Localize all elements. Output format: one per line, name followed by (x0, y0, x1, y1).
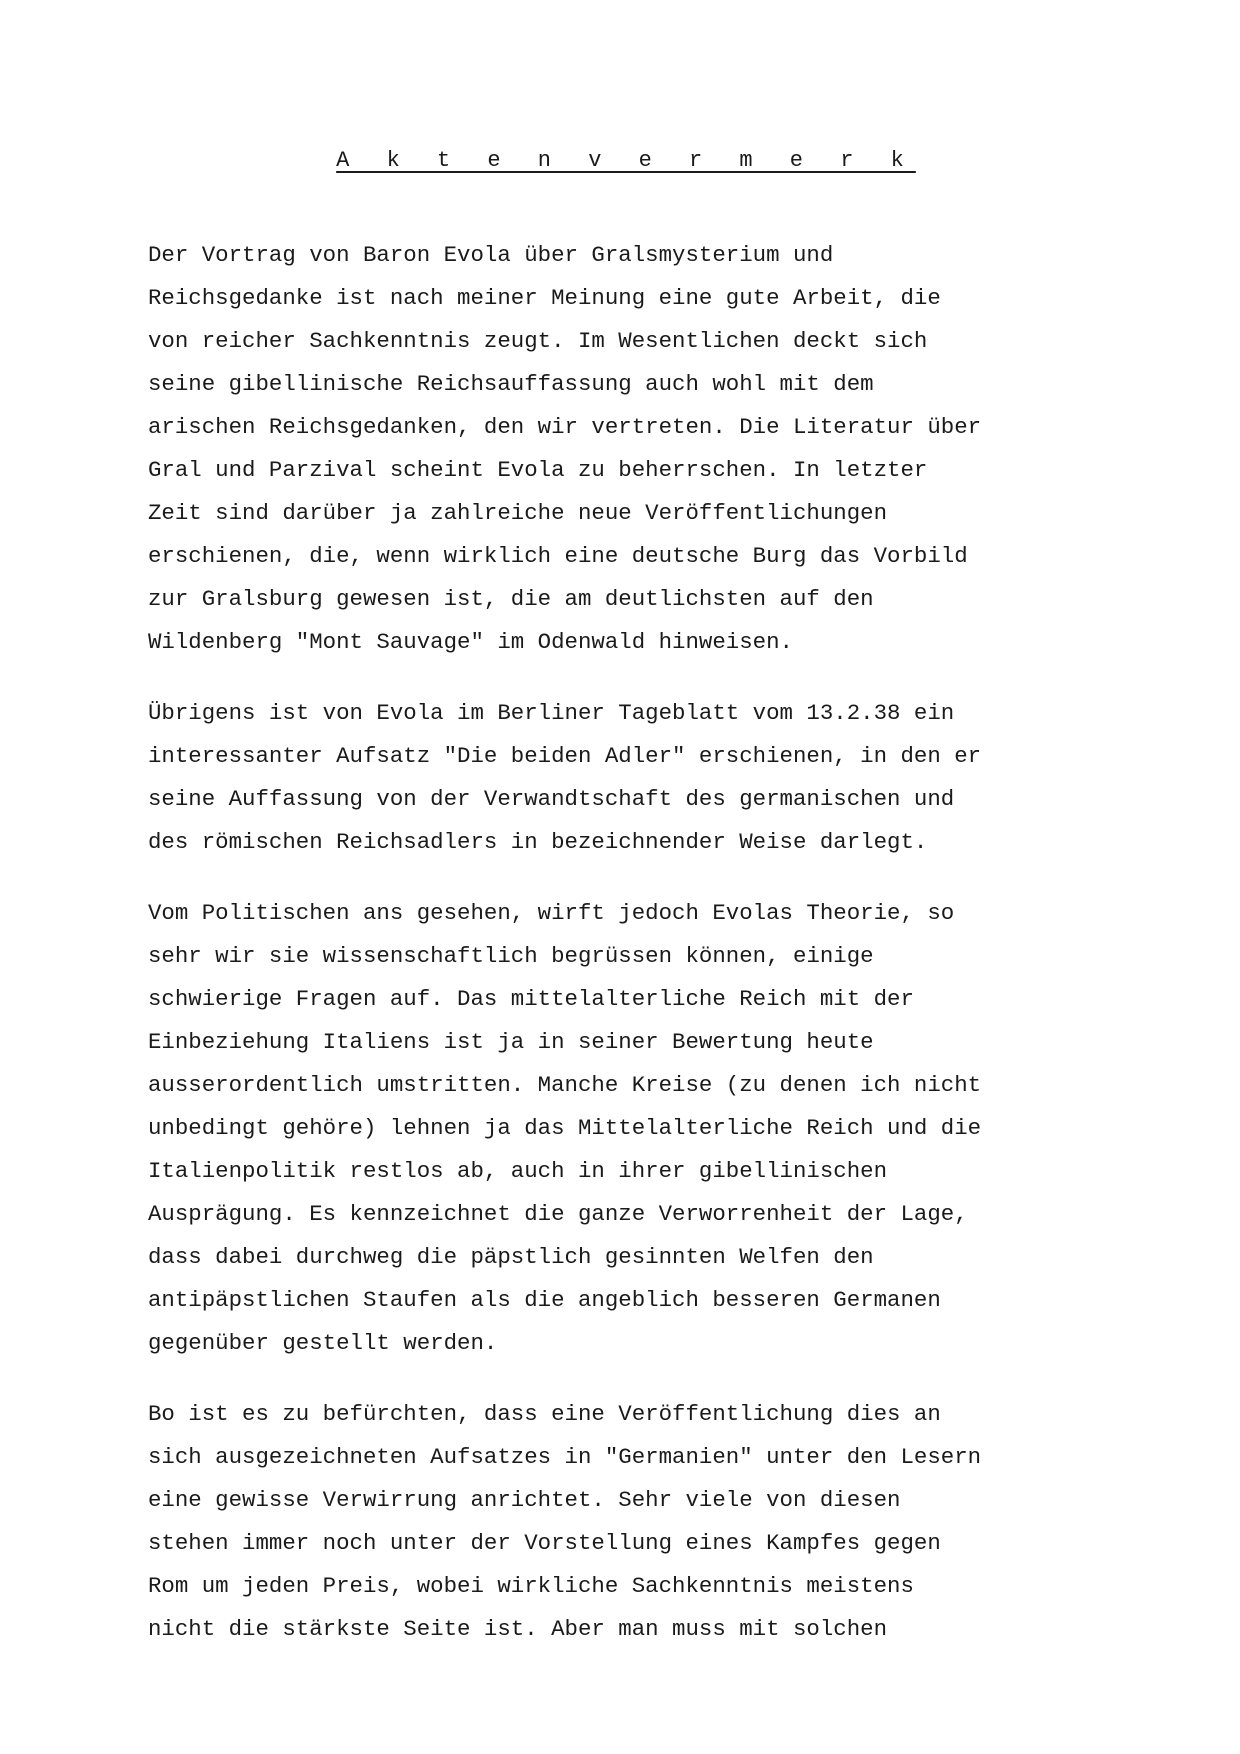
text-line: ausserordentlich umstritten. Manche Kreise (zu denen ich nicht (148, 1072, 982, 1098)
text-line: Übrigens ist von Evola im Berliner Tageblatt vom 13.2.38 ein (148, 700, 955, 726)
text-line: Italienpolitik restlos ab, auch in ihrer gibellinischen (148, 1158, 888, 1184)
document-body (148, 234, 1088, 1679)
text-line: interessanter Aufsatz "Die beiden Adler" erschienen, in den er (148, 743, 982, 769)
paragraph-3 (148, 892, 1088, 1365)
text-line: Reichsgedanke ist nach meiner Meinung eine gute Arbeit, die (148, 285, 941, 311)
text-line: unbedingt gehöre) lehnen ja das Mittelalterliche Reich und die (148, 1115, 982, 1141)
text-line: arischen Reichsgedanken, den wir vertreten. Die Literatur über (148, 414, 982, 440)
text-line: zur Gralsburg gewesen ist, die am deutlichsten auf den (148, 586, 874, 612)
text-line: von reicher Sachkenntnis zeugt. Im Wesentlichen deckt sich (148, 328, 928, 354)
text-line: Einbeziehung Italiens ist ja in seiner Bewertung heute (148, 1029, 874, 1055)
text-line: stehen immer noch unter der Vorstellung eines Kampfes gegen (148, 1530, 941, 1556)
paragraph-1 (148, 234, 1088, 664)
text-line: Ausprägung. Es kennzeichnet die ganze Verworrenheit der Lage, (148, 1201, 968, 1227)
text-line: Bo ist es zu befürchten, dass eine Veröffentlichung dies an (148, 1401, 941, 1427)
text-line: Vom Politischen ans gesehen, wirft jedoch Evolas Theorie, so (148, 900, 955, 926)
text-line: seine Auffassung von der Verwandtschaft des germanischen und (148, 786, 955, 812)
text-line: Wildenberg "Mont Sauvage" im Odenwald hinweisen. (148, 629, 793, 655)
text-line: eine gewisse Verwirrung anrichtet. Sehr viele von diesen (148, 1487, 901, 1513)
paragraph-2 (148, 692, 1088, 864)
text-line: sich ausgezeichneten Aufsatzes in "Germanien" unter den Lesern (148, 1444, 982, 1470)
text-line: seine gibellinische Reichsauffassung auch wohl mit dem (148, 371, 874, 397)
text-line: sehr wir sie wissenschaftlich begrüssen können, einige (148, 943, 874, 969)
text-line: antipäpstlichen Staufen als die angeblich besseren Germanen (148, 1287, 941, 1313)
text-line: erschienen, die, wenn wirklich eine deutsche Burg das Vorbild (148, 543, 968, 569)
text-line: dass dabei durchweg die päpstlich gesinnten Welfen den (148, 1244, 874, 1270)
document-title: A k t e n v e r m e r k (336, 148, 916, 173)
text-line: Zeit sind darüber ja zahlreiche neue Veröffentlichungen (148, 500, 888, 526)
paragraph-4 (148, 1393, 1088, 1651)
text-line: schwierige Fragen auf. Das mittelalterliche Reich mit der (148, 986, 914, 1012)
text-line: nicht die stärkste Seite ist. Aber man muss mit solchen (148, 1616, 888, 1642)
text-line: Rom um jeden Preis, wobei wirkliche Sachkenntnis meistens (148, 1573, 914, 1599)
text-line: des römischen Reichsadlers in bezeichnender Weise darlegt. (148, 829, 928, 855)
text-line: Der Vortrag von Baron Evola über Gralsmysterium und (148, 242, 834, 268)
title-container (0, 148, 1240, 173)
text-line: gegenüber gestellt werden. (148, 1330, 498, 1356)
text-line: Gral und Parzival scheint Evola zu beherrschen. In letzter (148, 457, 928, 483)
